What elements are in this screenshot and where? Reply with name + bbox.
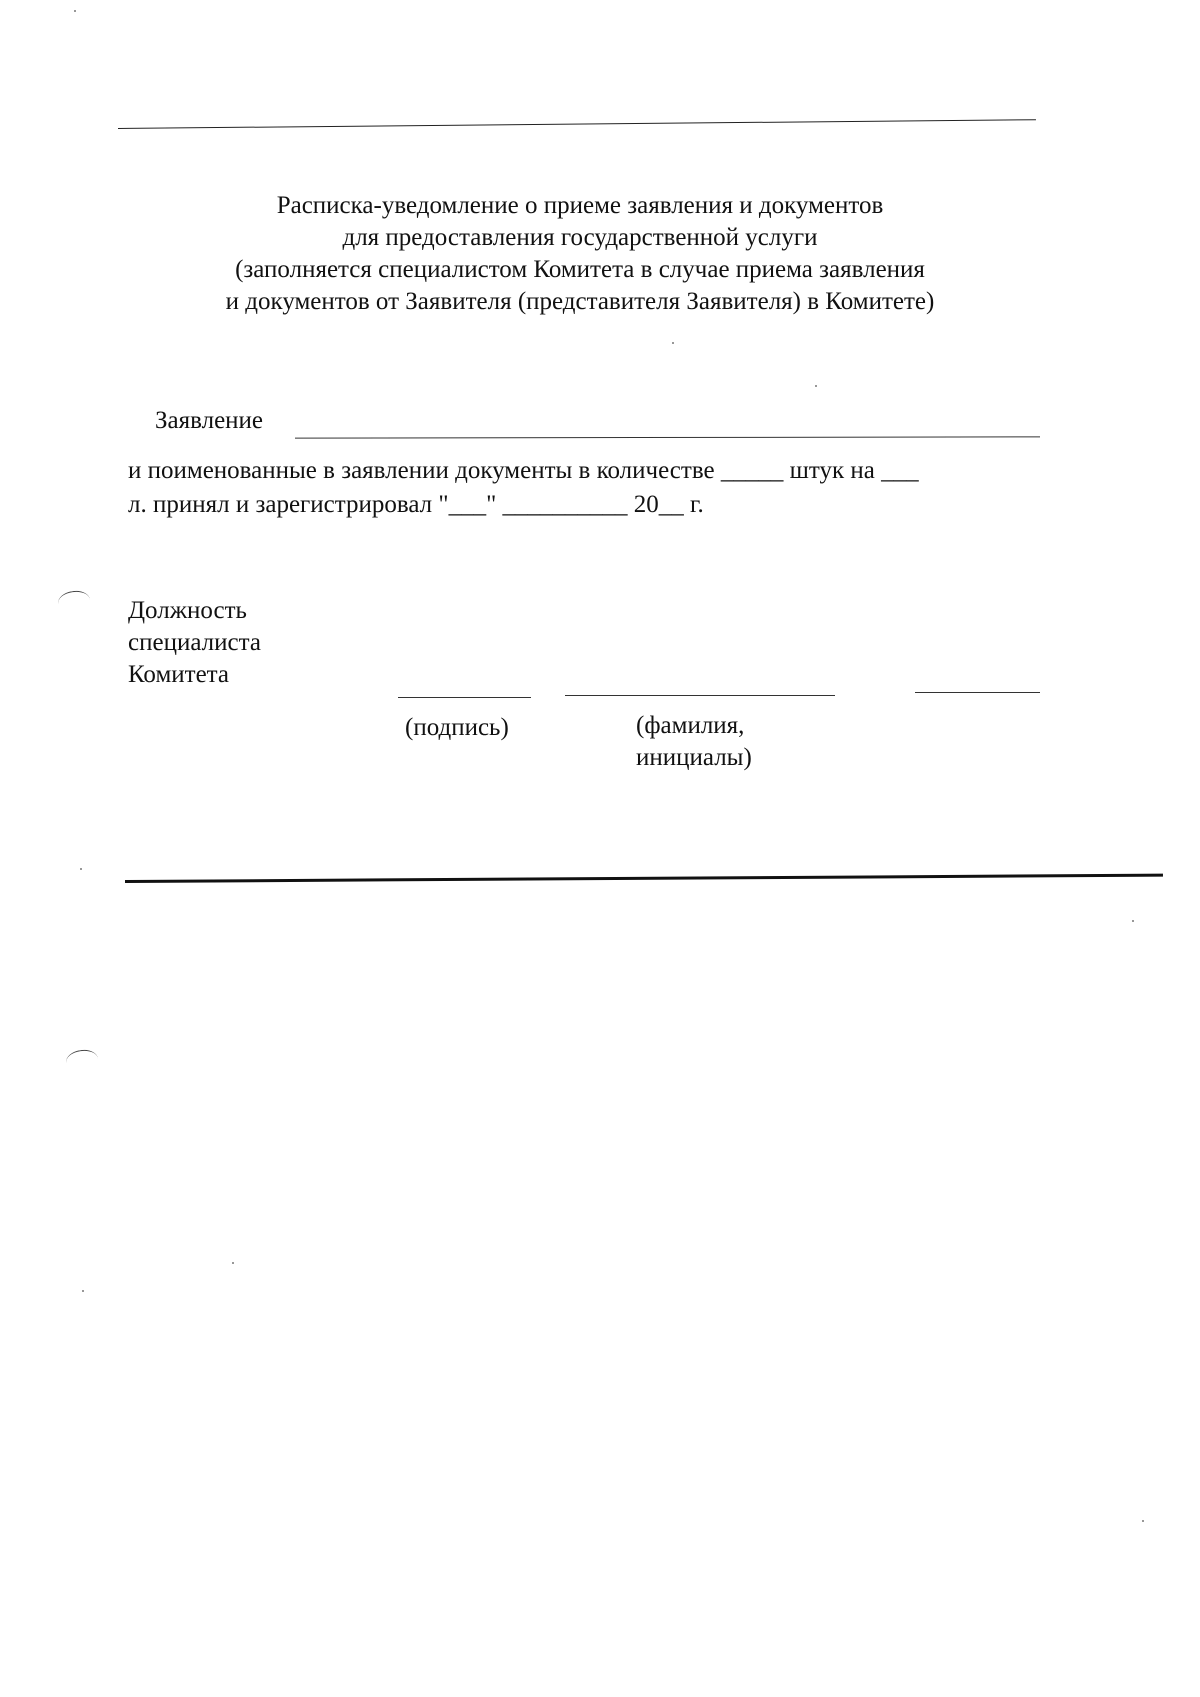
documents-sheets-blank[interactable]: ___	[881, 457, 919, 484]
application-label: Заявление	[155, 407, 264, 434]
documents-count-start: и поименованные в заявлении документы в количестве	[128, 457, 715, 484]
punch-hole-mark	[65, 1048, 100, 1073]
receipt-title	[120, 190, 1040, 318]
signature-blank-line[interactable]	[398, 697, 531, 698]
scan-speck	[74, 10, 76, 12]
position-line-1: Должность	[128, 597, 247, 624]
documents-count-blank[interactable]: _____	[720, 457, 784, 484]
signature-caption: (подпись)	[405, 714, 509, 741]
documents-count-text	[128, 455, 919, 487]
position-line-3: Комитета	[128, 661, 230, 688]
bottom-divider	[125, 874, 1163, 883]
registration-date-text: л. принял и зарегистрировал "___" __________ 20__ г.	[128, 491, 704, 518]
scan-speck	[815, 385, 817, 387]
title-line-4: и документов от Заявителя (представителя Заявителя) в Комитете)	[225, 288, 935, 315]
position-line-2: специалиста	[128, 629, 261, 656]
name-caption-line-1: (фамилия,	[636, 712, 745, 739]
title-line-2: для предоставления государственной услуги	[342, 224, 818, 251]
application-blank-line[interactable]	[295, 436, 1040, 438]
punch-hole-mark	[57, 589, 92, 614]
scan-speck	[672, 342, 674, 344]
name-caption-line-2: инициалы)	[636, 744, 752, 771]
scan-speck	[1132, 920, 1134, 922]
name-blank-line[interactable]	[565, 695, 835, 696]
date-blank-line[interactable]	[915, 692, 1040, 693]
title-line-1: Расписка-уведомление о приеме заявления и документов	[276, 192, 884, 219]
scan-speck	[82, 1290, 84, 1292]
title-line-3: (заполняется специалистом Комитета в случае приема заявления	[235, 256, 925, 283]
scan-speck	[80, 868, 82, 870]
scan-speck	[232, 1262, 234, 1264]
top-divider	[118, 119, 1036, 129]
scan-speck	[1142, 1520, 1144, 1522]
documents-sheets-text: штук на	[789, 457, 875, 484]
